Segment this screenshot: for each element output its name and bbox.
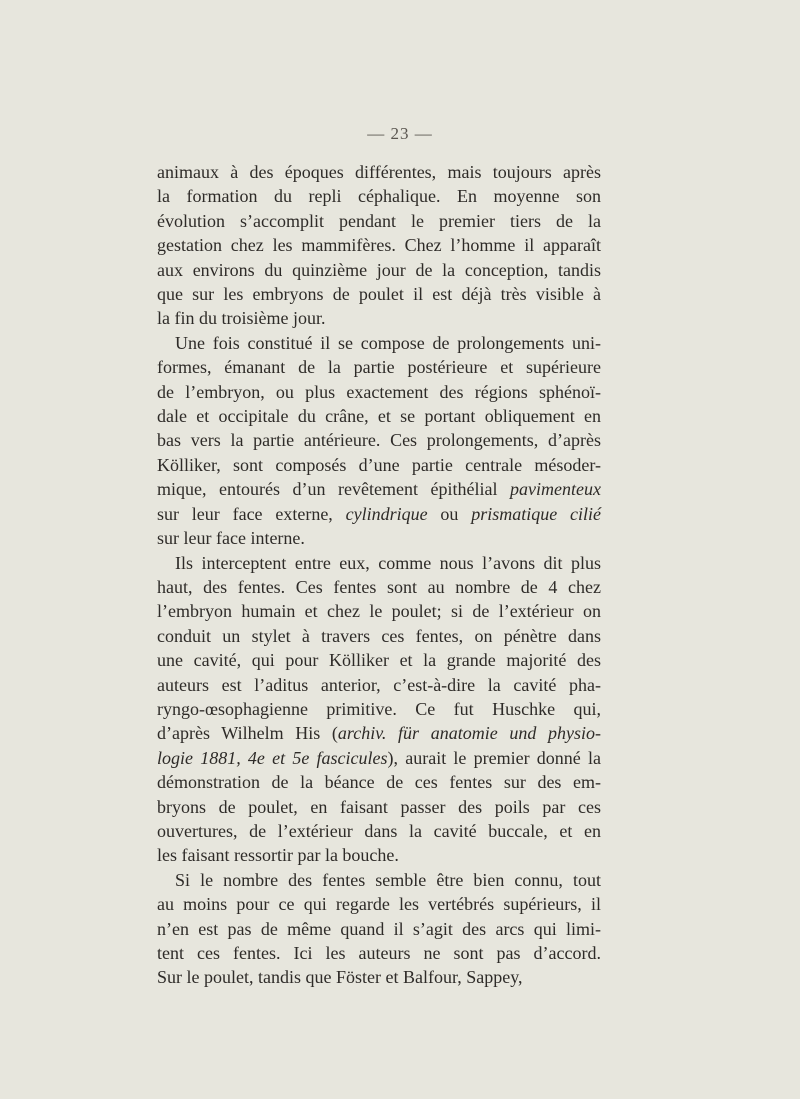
- text-line: [157, 160, 601, 184]
- text-line: [157, 746, 601, 770]
- text-line: [157, 355, 601, 379]
- text-run: ), aurait le premier donné la: [387, 747, 601, 768]
- text-run: d’après Wilhelm His (: [157, 723, 338, 744]
- text-line: [157, 941, 601, 965]
- text-run: mique, entourés d’un revêtement épithélial: [157, 479, 511, 500]
- text-run: évolution s’accomplit pendant le premier tiers de la: [157, 210, 601, 231]
- text-run: la formation du repli céphalique. En moyenne son: [157, 186, 601, 207]
- text-run: formes, émanant de la partie postérieure et supérieure: [157, 357, 601, 378]
- text-run: Une fois constitué il se compose de prolongements uni-: [175, 332, 601, 353]
- text-run: les faisant ressortir par la bouche.: [157, 845, 399, 866]
- text-line: [157, 892, 601, 916]
- text-run: ou: [427, 503, 472, 524]
- text-run: Kölliker, sont composés d’une partie centrale mésoder-: [157, 454, 601, 475]
- text-run: ryngo-œsophagienne primitive. Ce fut Huschke qui,: [157, 698, 601, 719]
- text-line: [157, 673, 601, 697]
- italic-text: cylindrique: [345, 503, 428, 524]
- text-line: [157, 575, 601, 599]
- text-run: conduit un stylet à travers ces fentes, on pénètre dans: [157, 625, 601, 646]
- italic-text: archiv. für anatomie und physio-: [337, 723, 601, 744]
- text-line: [157, 233, 601, 257]
- text-run: bas vers la partie antérieure. Ces prolongements, d’après: [157, 430, 601, 451]
- text-run: l’embryon humain et chez le poulet; si de l’extérieur on: [157, 601, 601, 622]
- text-run: gestation chez les mammifères. Chez l’homme il apparaît: [157, 235, 601, 256]
- text-line: [157, 917, 601, 941]
- text-run: sur leur face interne.: [157, 528, 305, 549]
- text-line: [157, 331, 601, 355]
- text-line: [157, 551, 601, 575]
- text-run: animaux à des époques différentes, mais toujours après: [157, 162, 601, 182]
- italic-text: logie 1881, 4e et 5e fascicules: [157, 747, 388, 768]
- text-line: [157, 819, 601, 843]
- page-number: — 23 —: [367, 124, 433, 143]
- text-run: dale et occipitale du crâne, et se portant obliquement en: [157, 406, 601, 427]
- text-line: [157, 721, 601, 745]
- text-run: au moins pour ce qui regarde les vertébrés supérieurs, il: [157, 894, 601, 915]
- italic-text: pavimenteux: [510, 479, 601, 500]
- text-line: [157, 404, 601, 428]
- text-line: [157, 843, 601, 867]
- text-line: [157, 258, 601, 282]
- text-line: [157, 428, 601, 452]
- text-run: démonstration de la béance de ces fentes sur des em-: [157, 772, 601, 793]
- paragraph: [157, 551, 601, 868]
- text-run: de l’embryon, ou plus exactement des régions sphénoï-: [157, 381, 601, 402]
- text-run: ouvertures, de l’extérieur dans la cavité buccale, et en: [157, 820, 601, 841]
- text-line: [157, 697, 601, 721]
- paragraph: [157, 868, 601, 990]
- text-line: [157, 599, 601, 623]
- text-run: Sur le poulet, tandis que Föster et Balfour, Sappey,: [157, 967, 523, 988]
- text-line: [157, 965, 601, 989]
- text-line: [157, 502, 601, 526]
- text-line: [157, 526, 601, 550]
- text-run: Ils interceptent entre eux, comme nous l’avons dit plus: [175, 552, 601, 573]
- paragraph: [157, 160, 601, 331]
- text-line: [157, 770, 601, 794]
- text-run: auteurs est l’aditus anterior, c’est-à-dire la cavité pha-: [157, 674, 601, 695]
- text-run: n’en est pas de même quand il s’agit des arcs qui limi-: [157, 918, 601, 939]
- text-run: une cavité, qui pour Kölliker et la grande majorité des: [157, 650, 601, 671]
- text-run: la fin du troisième jour.: [157, 308, 326, 329]
- paragraph: [157, 331, 601, 551]
- italic-text: prismatique cilié: [471, 503, 602, 524]
- text-run: tent ces fentes. Ici les auteurs ne sont pas d’accord.: [157, 943, 601, 963]
- text-line: [157, 648, 601, 672]
- text-run: aux environs du quinzième jour de la conception, tandis: [157, 259, 601, 280]
- text-run: sur leur face externe,: [157, 503, 346, 524]
- text-line: [157, 209, 601, 233]
- text-line: [157, 184, 601, 208]
- text-line: [157, 453, 601, 477]
- text-run: Si le nombre des fentes semble être bien connu, tout: [175, 869, 601, 890]
- text-run: haut, des fentes. Ces fentes sont au nombre de 4 chez: [157, 576, 601, 597]
- text-line: [157, 477, 601, 501]
- text-run: bryons de poulet, en faisant passer des poils par ces: [157, 796, 601, 817]
- text-run: que sur les embryons de poulet il est déjà très visible à: [157, 284, 601, 305]
- text-line: [157, 624, 601, 648]
- text-line: [157, 868, 601, 892]
- text-line: [157, 306, 601, 330]
- text-line: [157, 282, 601, 306]
- text-line: [157, 795, 601, 819]
- text-line: [157, 380, 601, 404]
- body-text: [157, 160, 601, 990]
